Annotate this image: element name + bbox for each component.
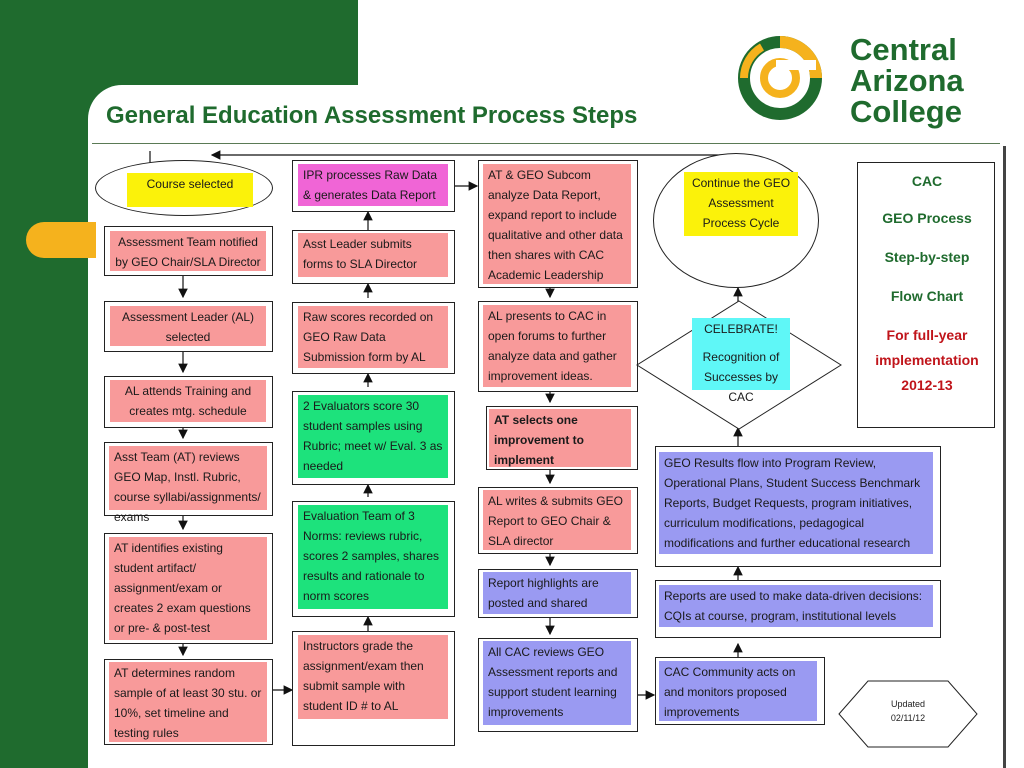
- cac-red-line-3: 2012-13: [901, 377, 953, 393]
- step-raw-scores-recorded-text: Raw scores recorded on GEO Raw Data Submission form by AL: [298, 306, 448, 368]
- step-instructors-grade-text: Instructors grade the assignment/exam then submit sample with student ID # to AL: [298, 635, 448, 719]
- logo-line-1: Central: [850, 32, 957, 67]
- step-at-identifies-artifact-text: AT identifies existing student artifact/ assignment/exam or creates 2 exam questions or pre- & post-test: [109, 537, 267, 640]
- cac-info-box: [857, 162, 995, 428]
- step-al-writes-report-text: AL writes & submits GEO Report to GEO Chair & SLA director: [483, 490, 631, 550]
- step-at-selects-improvement-text: AT selects one improvement to implement: [489, 409, 631, 467]
- continue-cycle-text: Continue the GEO Assessment Process Cycle: [684, 172, 798, 236]
- step-evaluators-score-text: 2 Evaluators score 30 student samples using Rubric; meet w/ Eval. 3 as needed: [298, 395, 448, 478]
- step-report-highlights-text: Report highlights are posted and shared: [483, 572, 631, 614]
- cac-line-4: Flow Chart: [890, 288, 964, 304]
- cac-red-line-2: implementation: [875, 352, 979, 368]
- cac-line-3: Step-by-step: [884, 249, 970, 265]
- cac-line-2: GEO Process: [882, 210, 972, 226]
- updated-date: 02/11/12: [890, 713, 926, 723]
- step-al-presents-to-cac-text: AL presents to CAC in open forums to further analyze data and gather improvement ideas.: [483, 305, 631, 387]
- step-at-geo-subcom-analyze-text: AT & GEO Subcom analyze Data Report, expand report to include qualitative and other data then shares with CAC Academic Leadership: [483, 164, 631, 284]
- step-cac-community-acts-text: CAC Community acts on and monitors proposed improvements: [659, 661, 817, 721]
- step-evaluation-team-norms-text: Evaluation Team of 3 Norms: reviews rubric, scores 2 samples, shares results and rationale to norm scores: [298, 505, 448, 609]
- updated-label: Updated: [890, 699, 926, 709]
- logo-line-3: College: [850, 94, 962, 129]
- step-assessment-team-notified-text: Assessment Team notified by GEO Chair/SLA Director: [110, 231, 266, 271]
- celebrate-text: [692, 318, 790, 404]
- step-reports-data-driven-text: Reports are used to make data-driven decisions: CQIs at course, program, institutional levels: [659, 585, 933, 627]
- step-assessment-leader-selected-text: Assessment Leader (AL) selected: [110, 306, 266, 346]
- step-all-cac-reviews-text: All CAC reviews GEO Assessment reports and support student learning improvements: [483, 641, 631, 725]
- step-asst-team-reviews-text: Asst Team (AT) reviews GEO Map, Instl. Rubric, course syllabi/assignments/ exams: [109, 446, 267, 510]
- course-selected-label: Course selected: [127, 173, 253, 207]
- step-geo-results-flow-text: GEO Results flow into Program Review, Operational Plans, Student Success Benchmark Reports, Budget Requests, program initiatives, curriculum modifications, pedagogical modifications and further educational research: [659, 452, 933, 554]
- logo-line-2: Arizona: [850, 63, 964, 98]
- cac-red-line-1: For full-year: [886, 327, 968, 343]
- step-at-determines-sample-text: AT determines random sample of at least 30 stu. or 10%, set timeline and testing rules: [109, 662, 267, 742]
- step-al-attends-training-text: AL attends Training and creates mtg. schedule: [110, 380, 266, 422]
- cac-line-1: CAC: [911, 173, 943, 189]
- step-asst-leader-submits-text: Asst Leader submits forms to SLA Director: [298, 233, 448, 277]
- celebrate-body: Recognition of Successes by CAC: [702, 350, 780, 404]
- step-ipr-processes-text: IPR processes Raw Data & generates Data Report: [298, 164, 448, 206]
- celebrate-title: CELEBRATE!: [704, 322, 778, 336]
- page-title: General Education Assessment Process Steps: [106, 102, 638, 129]
